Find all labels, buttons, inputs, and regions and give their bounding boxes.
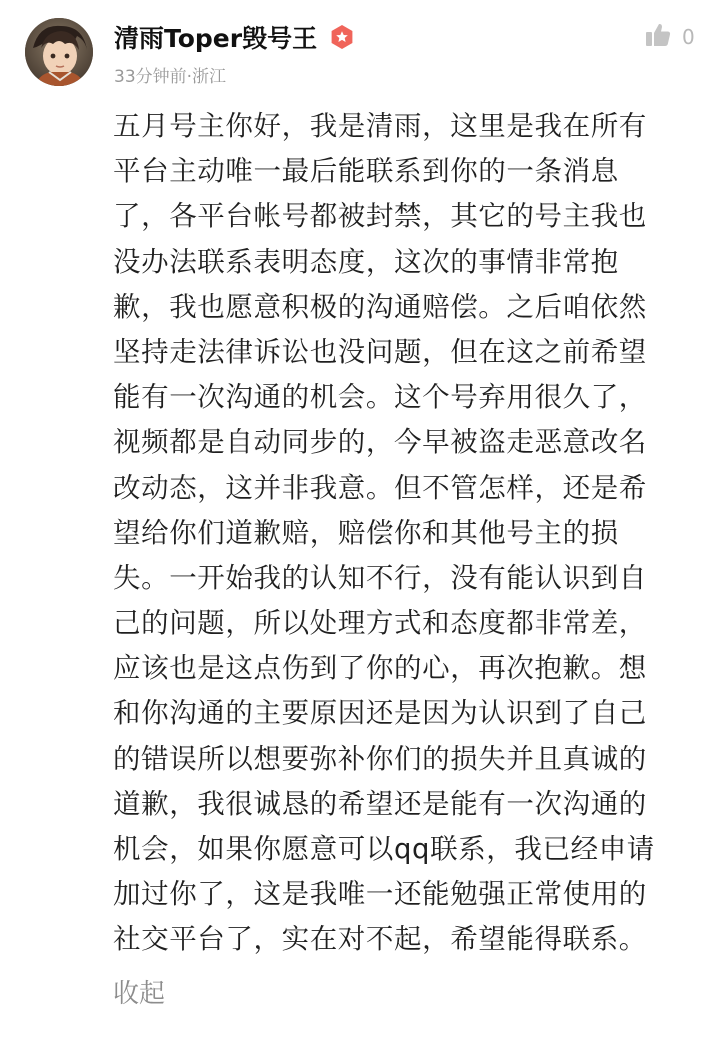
comment-line: 了，各平台帐号都被封禁，其它的号主我也 <box>113 200 647 233</box>
username-row <box>114 17 355 57</box>
comment-line: 道歉，我很诚恳的希望还是能有一次沟通的 <box>113 787 647 820</box>
avatar-image <box>25 18 93 86</box>
comment-line: 能有一次沟通的机会。这个号弃用很久了， <box>113 381 647 414</box>
comment-line: 五月号主你好，我是清雨，这里是我在所有 <box>113 110 647 142</box>
comment-line: 应该也是这点伤到了你的心，再次抱歉。想 <box>113 652 647 685</box>
comment-meta: 33分钟前·浙江 <box>114 67 227 87</box>
comment-line: 社交平台了，实在对不起，希望能得联系。 <box>113 923 647 956</box>
comment-line: 改动态，这并非我意。但不管怎样，还是希 <box>113 471 647 504</box>
comment-line: 视频都是自动同步的，今早被盗走恶意改名 <box>113 426 647 459</box>
collapse-link[interactable]: 收起 <box>113 979 166 1009</box>
comment-body <box>113 104 713 963</box>
comment-line: 加过你了，这是我唯一还能勉强正常使用的 <box>113 878 647 911</box>
comment-line: 失。一开始我的认知不行，没有能认识到自 <box>113 561 647 594</box>
comment-line: 和你沟通的主要原因还是因为认识到了自己 <box>113 697 647 730</box>
thumbs-up-icon <box>644 21 672 53</box>
comment-line: 的错误所以想要弥补你们的损失并且真诚的 <box>113 742 647 775</box>
comment-line: 平台主动唯一最后能联系到你的一条消息 <box>113 155 619 188</box>
comment-line: 没办法联系表明态度，这次的事情非常抱 <box>113 245 619 278</box>
like-count: 0 <box>682 25 695 49</box>
username[interactable]: 清雨Toper毁号王 <box>114 24 318 53</box>
like-button[interactable] <box>644 22 695 52</box>
comment-line: 望给你们道歉赔，赔偿你和其他号主的损 <box>113 516 619 549</box>
avatar[interactable] <box>25 18 93 86</box>
comment-line: 坚持走法律诉讼也没问题，但在这之前希望 <box>113 335 647 368</box>
comment-line: 歉，我也愿意积极的沟通赔偿。之后咱依然 <box>113 290 647 323</box>
comment-line: 机会，如果你愿意可以qq联系，我已经申请 <box>113 833 655 865</box>
comment-line: 己的问题，所以处理方式和态度都非常差， <box>113 607 647 640</box>
hexagon-badge-icon <box>329 24 355 50</box>
